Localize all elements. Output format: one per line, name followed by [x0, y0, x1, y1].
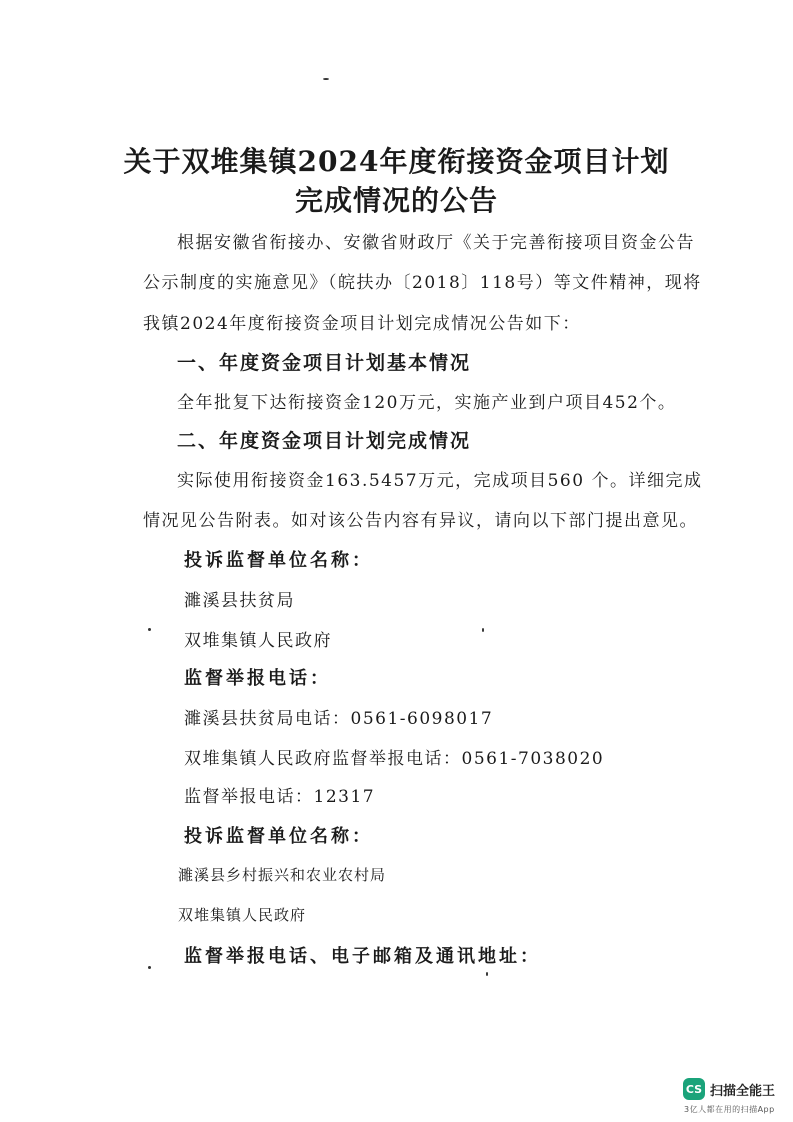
- report-heading-2: 监督举报电话、电子邮箱及通讯地址：: [184, 946, 541, 967]
- report-phone-3: 监督举报电话：12317: [184, 787, 376, 807]
- section-2-heading: 二、年度资金项目计划完成情况: [177, 430, 472, 452]
- document-title-line-1: 关于双堆集镇2024年度衔接资金项目计划: [123, 145, 670, 178]
- watermark-brand: 扫描全能王: [710, 1083, 776, 1099]
- complaint-heading-1: 投诉监督单位名称：: [184, 550, 373, 571]
- scan-speck: [148, 966, 151, 969]
- complaint-heading-2: 投诉监督单位名称：: [184, 826, 373, 847]
- complaint-unit-1: 濉溪县扶贫局: [184, 591, 295, 611]
- intro-line-3: 我镇2024年度衔接资金项目计划完成情况公告如下：: [143, 314, 581, 334]
- document-title-line-2: 完成情况的公告: [294, 184, 498, 217]
- intro-line-2: 公示制度的实施意见》（皖扶办〔2018〕118号）等文件精神，现将: [143, 273, 702, 293]
- scan-speck: [482, 628, 484, 632]
- report-phone-2: 双堆集镇人民政府监督举报电话：0561-7038020: [184, 749, 605, 769]
- report-phone-1: 濉溪县扶贫局电话：0561-6098017: [184, 709, 494, 729]
- section-1-heading: 一、年度资金项目计划基本情况: [177, 352, 472, 374]
- scan-speck: [148, 628, 151, 631]
- complaint-unit-2: 双堆集镇人民政府: [184, 631, 332, 651]
- scanner-watermark: [683, 1078, 775, 1100]
- section-2-text-line-1: 实际使用衔接资金163.5457万元，完成项目560 个。详细完成: [177, 471, 703, 491]
- scan-speck: [323, 78, 329, 80]
- complaint-unit-3: 濉溪县乡村振兴和农业农村局: [178, 866, 387, 884]
- report-heading-1: 监督举报电话：: [184, 668, 331, 689]
- complaint-unit-4: 双堆集镇人民政府: [178, 906, 307, 924]
- intro-line-1: 根据安徽省衔接办、安徽省财政厅《关于完善衔接项目资金公告: [177, 233, 695, 253]
- camscanner-icon: CS: [683, 1078, 705, 1100]
- section-2-text-line-2: 情况见公告附表。如对该公告内容有异议，请向以下部门提出意见。: [143, 511, 698, 531]
- watermark-tagline: 3亿人都在用的扫描App: [684, 1105, 775, 1114]
- section-1-text: 全年批复下达衔接资金120万元，实施产业到户项目452个。: [177, 393, 677, 413]
- scan-speck: [486, 972, 488, 976]
